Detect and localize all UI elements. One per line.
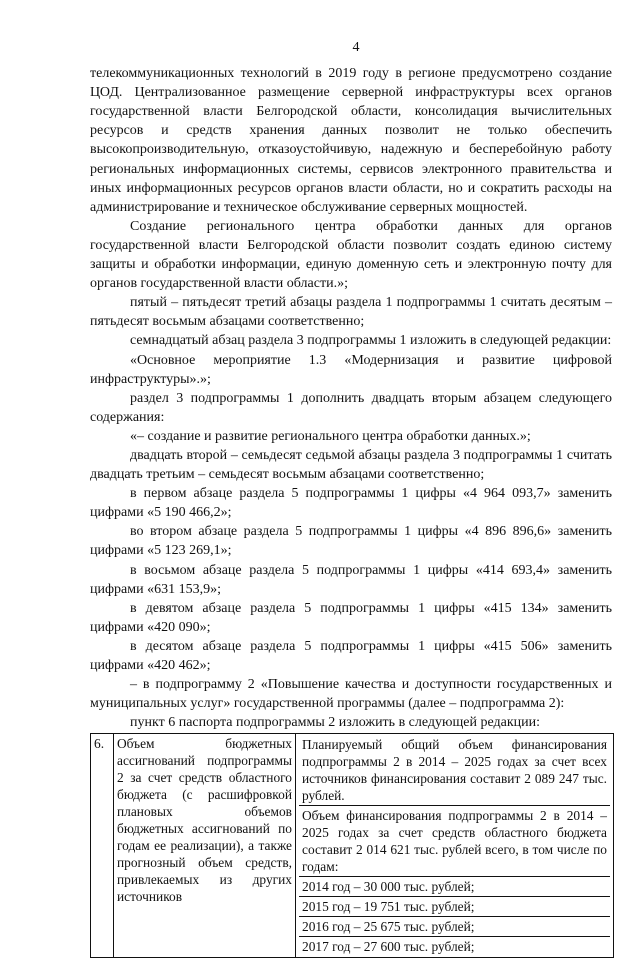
paragraph: в первом абзаце раздела 5 подпрограммы 1 цифры «4 964 093,7» заменить цифрами «5 190 466,2»; <box>90 486 612 521</box>
paragraph: в десятом абзаце раздела 5 подпрограммы 1 цифры «415 506» заменить цифрами «420 462»; <box>90 638 612 673</box>
paragraph: в восьмом абзаце раздела 5 подпрограммы 1 цифры «414 693,4» заменить цифрами «631 153,9»; <box>90 562 612 597</box>
paragraph: семнадцатый абзац раздела 3 подпрограммы 1 изложить в следующей редакции: <box>130 333 612 349</box>
paragraph: в девятом абзаце раздела 5 подпрограммы 1 цифры «415 134» заменить цифрами «420 090»; <box>90 600 612 635</box>
value-line: Объем финансирования подпрограммы 2 в 2014 – 2025 годах за счет средств областного бюджета составит 2 014 621 тыс. рублей всего, в том числе по годам: <box>299 806 610 877</box>
value-line: 2014 год – 30 000 тыс. рублей; <box>299 877 610 897</box>
paragraph: Создание регионального центра обработки данных для органов государственной власти Белгородской области позволит создать единою систему защиты и обработки информации, единую доменную сеть и электронную почту для органов государственной власти области.»; <box>90 218 612 292</box>
value-line: 2017 год – 27 600 тыс. рублей; <box>302 939 475 955</box>
body-text <box>90 64 612 732</box>
paragraph: «Основное мероприятие 1.3 «Модернизация и развитие цифровой инфраструктуры».»; <box>90 352 612 387</box>
value-line: 2015 год – 19 751 тыс. рублей; <box>299 897 610 917</box>
paragraph: пункт 6 паспорта подпрограммы 2 изложить в следующей редакции: <box>130 715 541 731</box>
paragraph: во втором абзаце раздела 5 подпрограммы 1 цифры «4 896 896,6» заменить цифрами «5 123 269,1»; <box>90 524 612 559</box>
value-line: Планируемый общий объем финансирования подпрограммы 2 в 2014 – 2025 годах за счет всех источников финансирования составит 2 089 247 тыс. рублей. <box>299 735 610 806</box>
value-line: 2016 год – 25 675 тыс. рублей; <box>299 917 610 937</box>
passport-table <box>90 733 614 958</box>
row-name: Объем бюджетных ассигнований подпрограммы 2 за счет средств областного бюджета (с расшифровкой плановых объемов бюджетных ассигнований по годам ее реализации), а также прогнозный объем средств, привлекаемых из других источников <box>114 734 296 958</box>
paragraph: раздел 3 подпрограммы 1 дополнить двадцать вторым абзацем следующего содержания: <box>90 390 612 425</box>
paragraph: двадцать второй – семьдесят седьмой абзацы раздела 3 подпрограммы 1 считать двадцать третьим – семьдесят восьмым абзацами соответственно; <box>90 447 612 483</box>
paragraph: пятый – пятьдесят третий абзацы раздела 1 подпрограммы 1 считать десятым – пятьдесят восьмым абзацами соответственно; <box>90 295 612 330</box>
paragraph: «– создание и развитие регионального центра обработки данных.»; <box>130 428 531 444</box>
paragraph: телекоммуникационных технологий в 2019 году в регионе предусмотрено создание ЦОД. Централизованное размещение серверной инфраструктуры всех органов государственной власти Белгородской области, консолидация вычислительных ресурсов и средств хранения данных позволит не только обеспечить высокопроизводительную, отказоустойчивую, надежную и бесперебойную работу региональных информационных системы, сервисов электронного правительства и иных информационных ресурсов органов власти области, но и сократить расходы на администрирование и техническое обслуживание серверных мощностей. <box>90 66 612 215</box>
row-values <box>296 734 614 958</box>
table-row <box>91 734 614 958</box>
page-number: 4 <box>352 40 360 55</box>
row-number: 6. <box>91 734 114 958</box>
paragraph: – в подпрограмму 2 «Повышение качества и доступности государственных и муниципальных услуг» государственной программы (далее – подпрограмма 2): <box>90 677 612 712</box>
